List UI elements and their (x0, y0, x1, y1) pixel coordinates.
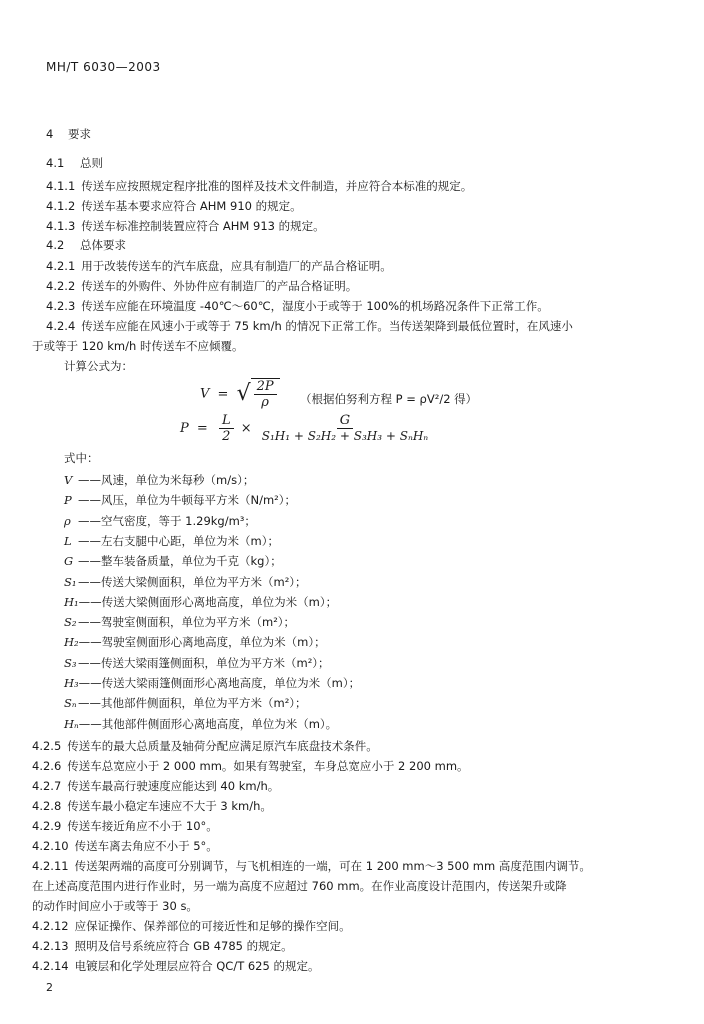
formula-lhs: V (200, 386, 210, 402)
clause-number: 4.2.4 (46, 319, 76, 333)
radical-icon: √ (236, 381, 251, 406)
variable-symbol: H₂ (64, 635, 79, 650)
variable-description: ——其他部件侧面积，单位为平方米（m²）； (78, 696, 307, 711)
clause-number: 4.1.2 (46, 199, 76, 213)
page-number: 2 (46, 981, 53, 994)
clause-number: 4.2.14 (32, 959, 69, 973)
section-4-heading (46, 126, 91, 142)
clause-text: 传送车应按照规定程序批准的图样及技术文件制造，并应符合本标准的规定。 (81, 179, 473, 193)
clause-number: 4.2.9 (32, 819, 62, 833)
variable-row (64, 614, 295, 630)
clause-number: 4.2.3 (46, 299, 76, 313)
clause-4-2-5 (32, 738, 378, 754)
variable-description: ——传送大梁侧面形心离地高度，单位为米（m）； (78, 594, 338, 609)
clause-4-2-9 (32, 818, 218, 834)
variable-description: ——左右支腿中心距，单位为米（m）； (78, 533, 279, 548)
clause-number: 4.2.1 (46, 259, 76, 273)
calculation-label: 计算公式为： (64, 359, 133, 373)
section-title: 总则 (80, 156, 103, 170)
formula-equals: = (217, 386, 229, 402)
numerator: G (337, 413, 353, 429)
denominator: ρ (261, 395, 269, 410)
clause-4-2-4-continued: 于或等于 120 km/h 时传送车不应倾覆。 (32, 339, 244, 353)
variable-row (64, 574, 307, 590)
clause-text: 用于改装传送车的汽车底盘，应具有制造厂的产品合格证明。 (81, 259, 392, 273)
variable-description: ——传送大梁雨篷侧面积，单位为平方米（m²）； (78, 655, 330, 670)
fraction-left (219, 413, 234, 444)
clause-4-2-4 (46, 318, 573, 334)
clause-text: 传送车应能在环境温度 -40℃～60℃，湿度小于或等于 100%的机场路况条件下正常工作。 (81, 299, 549, 313)
section-number: 4.2 (46, 238, 65, 252)
variable-row (64, 716, 337, 732)
clause-text: 传送车的最大总质量及轴荷分配应满足原汽车底盘技术条件。 (67, 739, 378, 753)
clause-4-2-10 (32, 838, 218, 854)
variable-symbol: V (64, 473, 73, 487)
radicand (251, 378, 280, 410)
clause-4-2-11 (32, 858, 591, 874)
variable-row (64, 675, 360, 691)
fraction-right (259, 413, 431, 444)
variable-description: ——风压，单位为牛顿每平方米（N/m²）； (78, 493, 297, 508)
denominator: 2 (222, 429, 231, 444)
clause-text: 传送车的外购件、外协件应有制造厂的产品合格证明。 (81, 279, 358, 293)
variable-row (64, 634, 326, 650)
variable-description: ——驾驶室侧面形心离地高度，单位为米（m）； (78, 635, 326, 650)
variable-row (64, 533, 279, 549)
clause-number: 4.2.6 (32, 759, 62, 773)
clause-number: 4.2.11 (32, 859, 69, 873)
section-title: 要求 (68, 127, 91, 141)
variable-symbol: Hₙ (64, 716, 79, 731)
formula-times: × (240, 421, 252, 436)
variable-symbol: S₃ (64, 655, 77, 670)
clause-4-2-13 (32, 938, 293, 954)
clause-text: 传送车最小稳定车速应不大于 3 km/h。 (67, 799, 272, 813)
clause-text: 传送车最高行驶速度应能达到 40 km/h。 (67, 779, 280, 793)
variable-symbol: S₁ (64, 574, 77, 589)
variable-row (64, 513, 256, 529)
variable-symbol: H₁ (64, 594, 79, 609)
clause-4-1-1 (46, 178, 472, 194)
clause-number: 4.1.3 (46, 219, 76, 233)
clause-text: 传送车应能在风速小于或等于 75 km/h 的情况下正常工作。当传送架降到最低位置时，在风速小 (81, 319, 573, 333)
variable-row (64, 553, 282, 569)
clause-4-2-6 (32, 758, 469, 774)
variable-symbol: P (64, 493, 72, 508)
section-4-1-heading (46, 155, 103, 171)
clause-text: 传送车接近角应不小于 10°。 (67, 819, 218, 833)
variable-row (64, 472, 254, 488)
clause-4-2-2 (46, 278, 357, 294)
formula-lhs: P (180, 421, 189, 436)
denominator: S₁H₁ + S₂H₂ + S₃H₃ + SₙHₙ (261, 429, 429, 443)
clause-number: 4.2.10 (32, 839, 69, 853)
clause-number: 4.1.1 (46, 179, 76, 193)
clause-4-2-12 (32, 918, 351, 934)
formula-source-note: （根据伯努利方程 P = ρV²/2 得） (300, 392, 478, 406)
clause-4-2-1 (46, 258, 392, 274)
clause-text: 应保证操作、保养部位的可接近性和足够的操作空间。 (74, 919, 351, 933)
variable-row (64, 594, 337, 610)
variable-row (64, 695, 307, 711)
standard-header: MH/T 6030—2003 (46, 60, 161, 74)
clause-number: 4.2.13 (32, 939, 69, 953)
clause-text: 照明及信号系统应符合 GB 4785 的规定。 (74, 939, 293, 953)
clause-text: 电镀层和化学处理层应符合 QC/T 625 的规定。 (74, 959, 320, 973)
variable-description: ——传送大梁侧面积，单位为平方米（m²）； (78, 574, 307, 589)
clause-4-2-3 (46, 298, 549, 314)
clause-4-2-11-line-3: 的动作时间应小于或等于 30 s。 (32, 899, 198, 913)
variable-symbol: ρ (64, 513, 71, 528)
square-root (237, 378, 280, 410)
clause-number: 4.2.2 (46, 279, 76, 293)
variable-symbol: S₂ (64, 615, 77, 630)
clause-number: 4.2.5 (32, 739, 62, 753)
numerator: 2P (254, 379, 277, 395)
variable-symbol: H₃ (64, 676, 79, 690)
formula-equals: = (196, 421, 208, 436)
clause-number: 4.2.7 (32, 779, 62, 793)
clause-4-2-8 (32, 798, 272, 814)
formula-wind-speed (200, 378, 280, 410)
clause-text: 传送车总宽应小于 2 000 mm。如果有驾驶室，车身总宽应小于 2 200 mm。 (67, 759, 469, 773)
variable-description: ——驾驶室侧面积，单位为平方米（m²）； (78, 615, 296, 630)
formula-wind-pressure (180, 413, 434, 444)
clause-number: 4.2.12 (32, 919, 69, 933)
variable-symbol: L (64, 533, 72, 548)
section-4-2-heading (46, 237, 126, 253)
section-title: 总体要求 (80, 238, 126, 252)
clause-4-2-14 (32, 958, 319, 974)
variable-row (64, 492, 296, 508)
variable-description: ——空气密度，等于 1.29kg/m³； (78, 513, 256, 528)
clause-text: 传送车基本要求应符合 AHM 910 的规定。 (81, 199, 302, 213)
clause-number: 4.2.8 (32, 799, 62, 813)
variable-description: ——其他部件侧面形心离地高度，单位为米（m）。 (78, 716, 338, 731)
clause-4-2-11-line-2: 在上述高度范围内进行作业时，另一端为高度不应超过 760 mm。在作业高度设计范围内，传送架升或降 (32, 879, 567, 893)
variable-description: ——整车装备质量，单位为千克（kg）； (78, 554, 282, 569)
variable-description: ——风速，单位为米每秒（m/s）； (78, 473, 255, 487)
clause-text: 传送车标准控制装置应符合 AHM 913 的规定。 (81, 219, 325, 233)
numerator: L (219, 413, 234, 429)
variable-symbol: G (64, 554, 74, 569)
variable-symbol: Sₙ (64, 696, 77, 711)
variable-row (64, 655, 330, 671)
where-label: 式中： (64, 451, 99, 465)
clause-text: 传送车离去角应不小于 5°。 (74, 839, 218, 853)
clause-4-1-2 (46, 198, 302, 214)
clause-4-1-3 (46, 218, 325, 234)
section-number: 4.1 (46, 156, 65, 170)
clause-text: 传送架两端的高度可分别调节，与飞机相连的一端，可在 1 200 mm～3 500 mm 高度范围内调节。 (74, 859, 591, 873)
section-number: 4 (46, 127, 54, 141)
clause-4-2-7 (32, 778, 279, 794)
variable-description: ——传送大梁雨篷侧面形心离地高度，单位为米（m）； (78, 676, 361, 690)
fraction (254, 379, 277, 410)
